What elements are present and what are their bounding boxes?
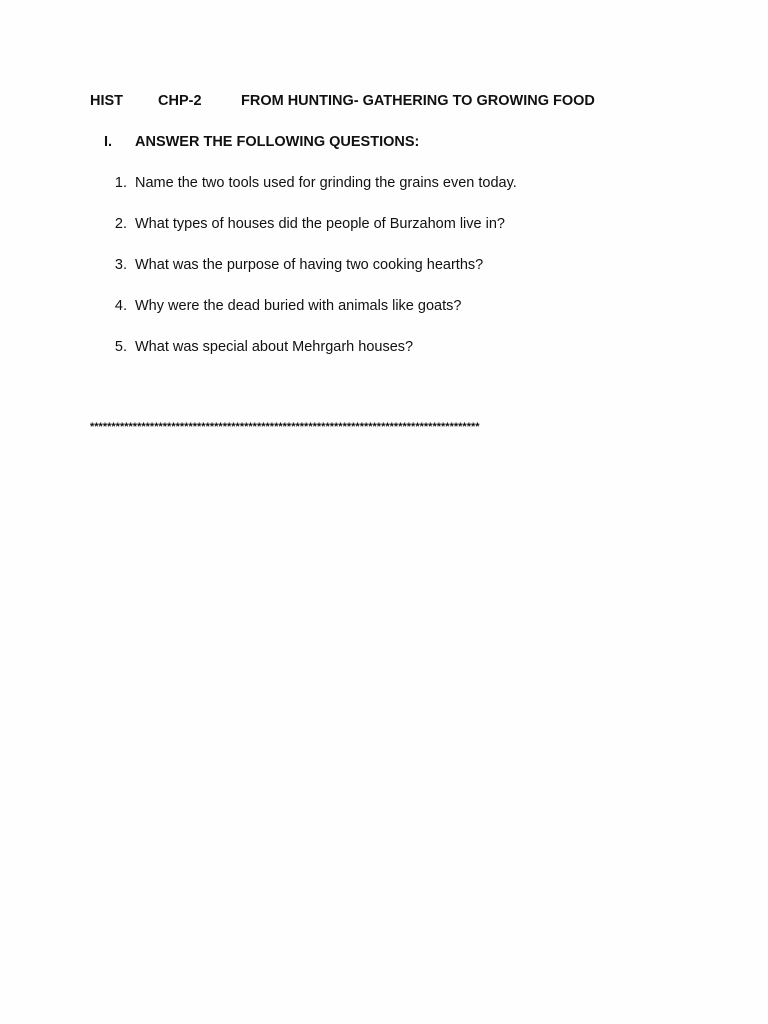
question-list (0, 175, 768, 380)
question-number: 4. (114, 298, 127, 314)
chapter-label: CHP-2 (158, 93, 202, 109)
subject-label: HIST (90, 93, 124, 109)
question-text: Name the two tools used for grinding the grains even today. (135, 175, 517, 191)
asterisk-divider: ******************************************************************************************* (90, 421, 480, 433)
list-item (0, 257, 768, 298)
list-item (0, 175, 768, 216)
section-title: ANSWER THE FOLLOWING QUESTIONS: (135, 134, 420, 150)
question-text: What was special about Mehrgarh houses? (135, 339, 414, 355)
question-number: 1. (114, 175, 127, 191)
list-item (0, 339, 768, 380)
list-item (0, 216, 768, 257)
section-numeral: I. (104, 134, 113, 150)
question-text: What types of houses did the people of Burzahom live in? (135, 216, 505, 232)
question-text: Why were the dead buried with animals like goats? (135, 298, 462, 314)
question-number: 5. (114, 339, 127, 355)
list-item (0, 298, 768, 339)
chapter-title: FROM HUNTING- GATHERING TO GROWING FOOD (241, 93, 595, 109)
question-number: 3. (114, 257, 127, 273)
question-text: What was the purpose of having two cooking hearths? (135, 257, 484, 273)
question-number: 2. (114, 216, 127, 232)
